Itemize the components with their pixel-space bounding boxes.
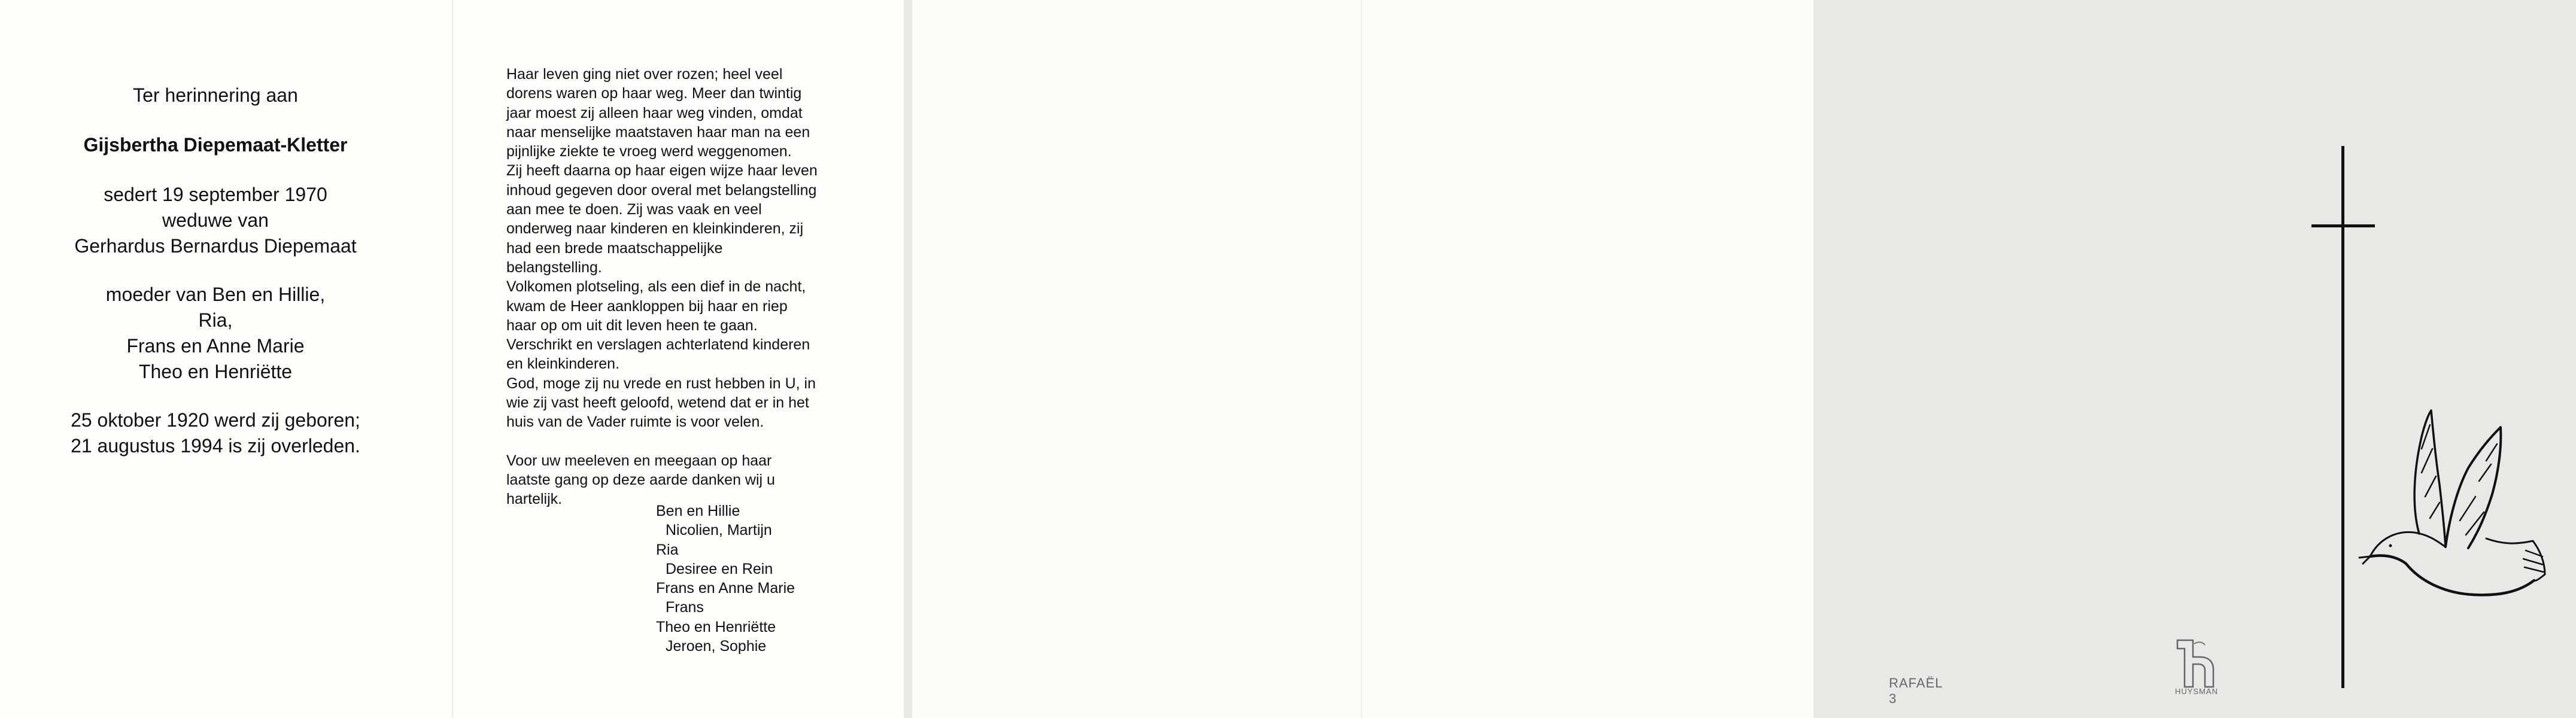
cross-dove-icon bbox=[2289, 138, 2576, 694]
cross-and-dove-illustration bbox=[2289, 138, 2576, 697]
mother-of-line: Ria, bbox=[198, 309, 233, 331]
memorial-line: dorens waren op haar weg. Meer dan twintig bbox=[506, 85, 802, 102]
memorial-line: Verschrikt en verslagen achterlatend kinderen bbox=[506, 336, 810, 354]
memorial-line: haar op om uit dit leven heen te gaan. bbox=[506, 317, 758, 334]
death-line: 21 augustus 1994 is zij overleden. bbox=[71, 435, 360, 457]
husband-name: Gerhardus Bernardus Diepemaat bbox=[74, 235, 357, 257]
signatory-parents: Theo en Henriëtte bbox=[656, 618, 776, 635]
memorial-text bbox=[506, 65, 842, 509]
memorial-line: Volkomen plotseling, als een dief in de nacht, bbox=[506, 278, 806, 296]
signatory-parents: Ria bbox=[656, 541, 679, 558]
fold-line bbox=[452, 0, 453, 718]
signatory-children: Frans bbox=[666, 599, 704, 616]
signatory-children: Desiree en Rein bbox=[666, 560, 773, 577]
fold-line bbox=[1361, 0, 1362, 718]
intro-text: Ter herinnering aan bbox=[133, 84, 298, 106]
mother-of-line: Theo en Henriëtte bbox=[138, 361, 293, 382]
memorial-line: huis van de Vader ruimte is voor velen. bbox=[506, 413, 764, 431]
memorial-line: Zij heeft daarna op haar eigen wijze haar leven bbox=[506, 162, 818, 180]
signatory-children: Jeroen, Sophie bbox=[666, 638, 767, 655]
memorial-line: aan mee te doen. Zij was vaak en veel bbox=[506, 201, 762, 218]
thanks-line: hartelijk. bbox=[506, 491, 563, 508]
signatory-parents: Ben en Hillie bbox=[656, 503, 740, 519]
publisher-logo bbox=[2174, 639, 2222, 699]
signatory-parents: Frans en Anne Marie bbox=[656, 580, 795, 597]
memorial-line: wie zij vast heeft geloofd, wetend dat er in het bbox=[506, 394, 809, 412]
card-cover bbox=[912, 0, 2219, 718]
card-inside bbox=[0, 0, 904, 718]
memorial-line: Haar leven ging niet over rozen; heel veel bbox=[506, 66, 783, 83]
huysman-logo-icon bbox=[2174, 639, 2222, 696]
signatories-block bbox=[656, 501, 795, 656]
deceased-name: Gijsbertha Diepemaat-Kletter bbox=[83, 134, 348, 156]
dove-icon bbox=[2359, 410, 2545, 595]
memorial-line: inhoud gegeven door overal met belangstelling bbox=[506, 181, 817, 199]
widow-since: sedert 19 september 1970 bbox=[104, 184, 327, 205]
logo-text: HUYSMAN bbox=[2175, 687, 2219, 696]
mother-of-line: Frans en Anne Marie bbox=[126, 335, 305, 357]
signatory-children: Nicolien, Martijn bbox=[666, 522, 772, 539]
memorial-line: pijnlijke ziekte te vroeg werd weggenomen. bbox=[506, 143, 792, 160]
memorial-line: had een brede maatschappelijke bbox=[506, 239, 723, 257]
memorial-line: belangstelling. bbox=[506, 258, 602, 276]
memorial-line: jaar moest zij alleen haar weg vinden, omdat bbox=[506, 104, 803, 121]
memorial-line: naar menselijke maatstaven haar man na een bbox=[506, 123, 810, 141]
memorial-line: God, moge zij nu vrede en rust hebben in U, in bbox=[506, 375, 816, 392]
mother-of-line: moeder van Ben en Hillie, bbox=[105, 284, 326, 305]
thanks-line: Voor uw meeleven en meegaan op haar bbox=[506, 452, 772, 469]
card-code: RAFAËL 3 bbox=[1889, 676, 1943, 706]
memorial-line: kwam de Heer aankloppen bij haar en riep bbox=[506, 297, 788, 315]
birth-line: 25 oktober 1920 werd zij geboren; bbox=[71, 409, 360, 431]
cross-horizontal-icon bbox=[2311, 224, 2375, 227]
memorial-line: en kleinkinderen. bbox=[506, 355, 620, 373]
thanks-line: laatste gang op deze aarde danken wij u bbox=[506, 471, 775, 488]
memorial-line: onderweg naar kinderen en kleinkinderen, zij bbox=[506, 220, 804, 238]
dedication-column bbox=[36, 83, 395, 459]
widow-of: weduwe van bbox=[162, 209, 269, 231]
